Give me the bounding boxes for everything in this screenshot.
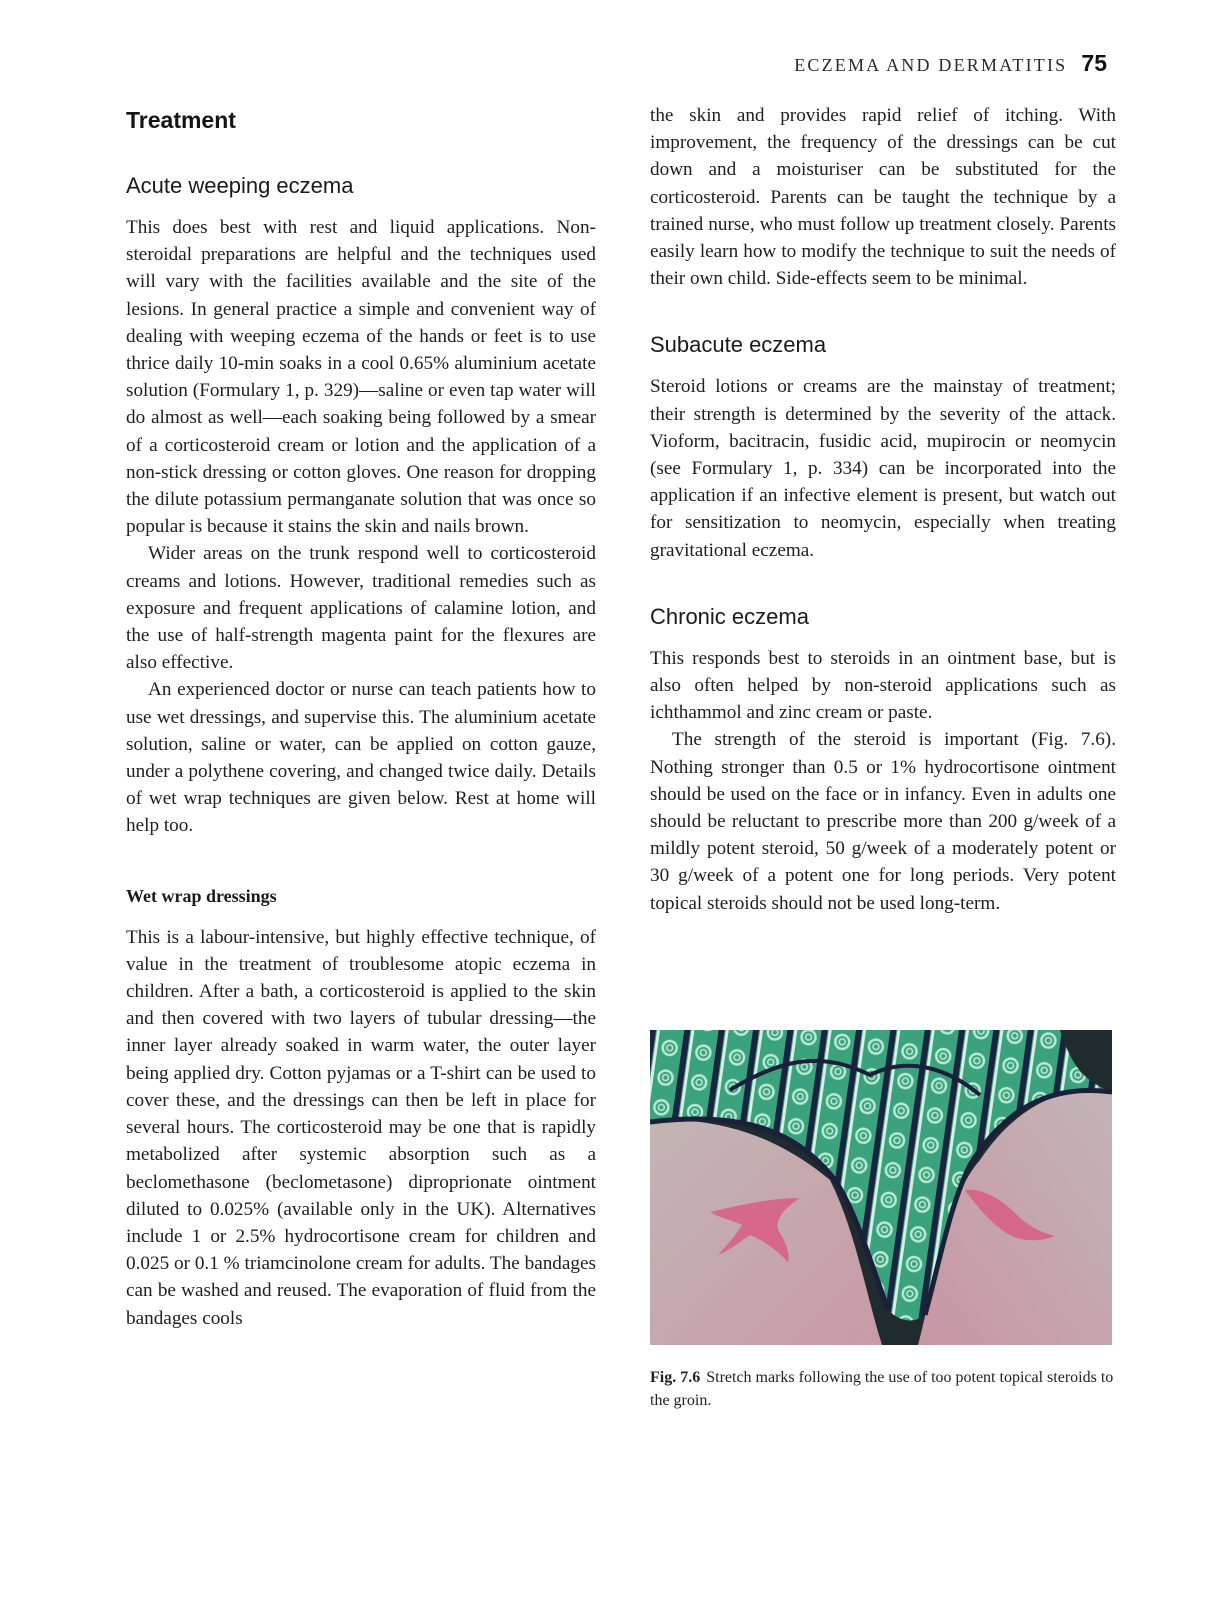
figure-caption xyxy=(650,1366,1120,1412)
paragraph: This does best with rest and liquid applications. Non-steroidal preparations are helpful and the techniques used will vary with the facilities available and the site of the lesions. In general practice a simple and convenient way of dealing with weeping eczema of the hands or feet is to use thrice daily 10-min soaks in a cool 0.65% aluminium acetate solution (Formulary 1, p. 329)—saline or even tap water will do almost as well—each soaking being followed by a smear of a corticosteroid cream or lotion and the application of a non-stick dressing or cotton gloves. One reason for dropping the dilute potassium permanganate solution that was once so popular is because it stains the skin and nails brown. xyxy=(126,217,596,538)
paragraph: An experienced doctor or nurse can teach patients how to use wet dressings, and supervise this. The aluminium acetate solution, saline or water, can be applied on cotton gauze, under a polythene covering, and changed twice daily. Details of wet wrap techniques are given below. Rest at home will help too. xyxy=(126,679,596,837)
left-column xyxy=(126,102,596,1332)
paragraph: Wider areas on the trunk respond well to corticosteroid creams and lotions. However, traditional remedies such as exposure and frequent applications of calamine lotion, and the use of half-strength magenta paint for the flexures are also effective. xyxy=(126,543,596,674)
figure-caption-text: Stretch marks following the use of too potent topical steroids to the groin. xyxy=(650,1369,1114,1409)
figure-photo xyxy=(650,1030,1112,1345)
figure-illustration xyxy=(650,1030,1112,1345)
paragraph: the skin and provides rapid relief of itching. With improvement, the frequency of the dressings can be cut down and a moisturiser can be substituted for the corticosteroid. Parents can be taught the technique by a trained nurse, who must follow up treatment closely. Parents easily learn how to modify the technique to suit the needs of their own child. Side-effects seem to be minimal. xyxy=(650,105,1116,290)
paragraph: This is a labour-intensive, but highly effective technique, of value in the treatment of troublesome atopic eczema in children. After a bath, a corticosteroid is applied to the skin and then covered with two layers of tubular dressing—the inner layer already soaked in warm water, the outer layer being applied dry. Cotton pyjamas or a T-shirt can be used to cover these, and the dressings can then be left in place for several hours. The corticosteroid may be one that is rapidly metabolized after systemic absorption such as a beclomethasone (beclometasone) diproprionate ointment diluted to 0.025% (available only in the UK). Alternatives include 1 or 2.5% hydrocortisone cream for children and 0.025 or 0.1 % triamcinolone cream for adults. The bandages can be washed and reused. The evaporation of fluid from the bandages cools xyxy=(126,926,596,1329)
subsection-title-acute: Acute weeping eczema xyxy=(126,173,354,198)
paragraph: The strength of the steroid is important (Fig. 7.6). Nothing stronger than 0.5 or 1% hydrocortisone ointment should be used on the face or in infancy. Even in adults one should be reluctant to prescribe more than 200 g/week of a mildly potent steroid, 50 g/week of a moderately potent or 30 g/week of a potent one for long periods. Very potent topical steroids should not be used long-term. xyxy=(650,729,1116,914)
subsection-title-subacute: Subacute eczema xyxy=(650,332,827,358)
right-column xyxy=(650,102,1116,917)
section-title-treatment: Treatment xyxy=(126,107,236,133)
paragraph: This responds best to steroids in an ointment base, but is also often helped by non-steroid applications such as ichthammol and zinc cream or paste. xyxy=(650,647,1116,724)
subsubsection-title-wet-wrap: Wet wrap dressings xyxy=(126,885,277,906)
subsection-title-chronic: Chronic eczema xyxy=(650,603,809,629)
figure-label: Fig. 7.6 xyxy=(650,1369,701,1386)
running-head xyxy=(794,50,1107,77)
paragraph: Steroid lotions or creams are the mainstay of treatment; their strength is determined by the severity of the attack. Vioform, bacitracin, fusidic acid, mupirocin or neomycin (see Formulary 1, p. 334) can be incorporated into the application if an infective element is present, but watch out for sensitization to neomycin, especially when treating gravitational eczema. xyxy=(650,376,1116,561)
page-number: 75 xyxy=(1081,50,1107,76)
running-title: ECZEMA AND DERMATITIS xyxy=(794,55,1068,75)
